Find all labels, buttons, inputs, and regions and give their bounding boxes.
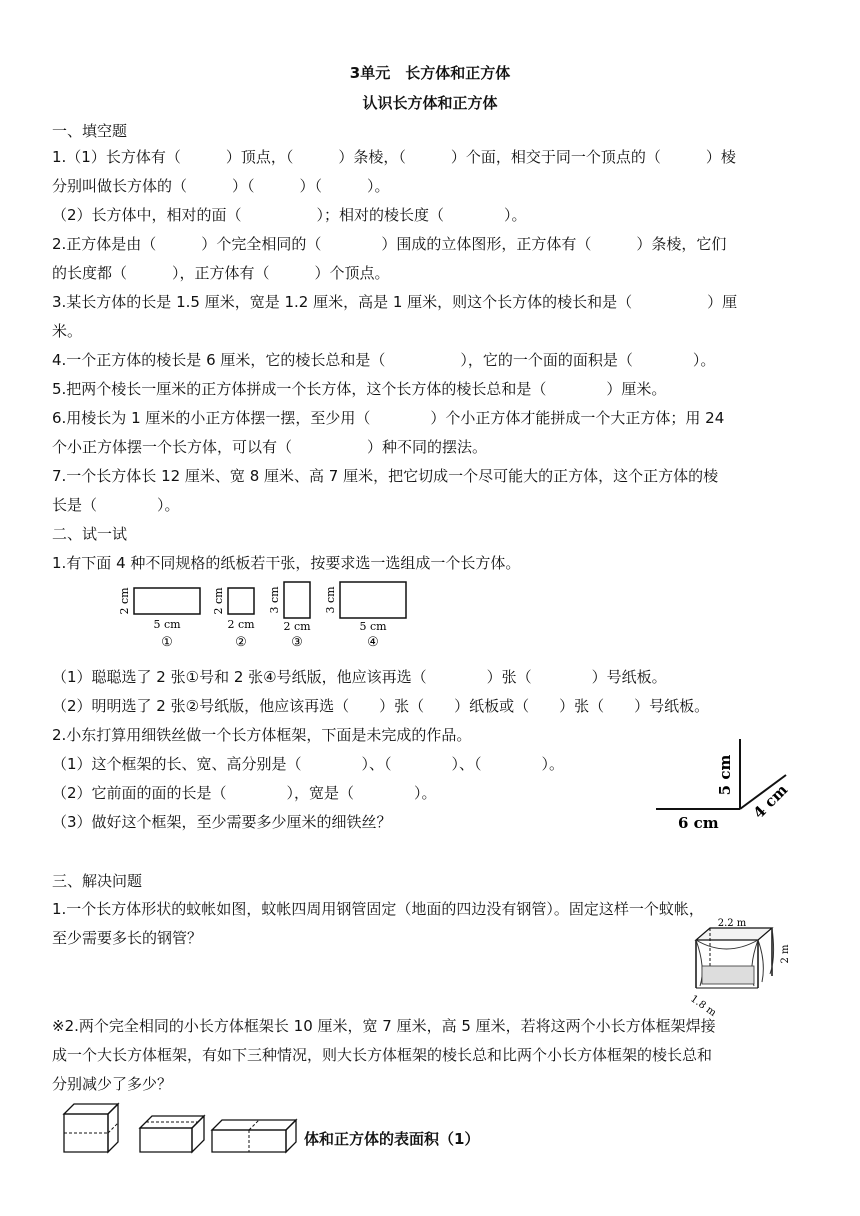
q2-line1: 2.正方体是由（ ）个完全相同的（ ）围成的立体图形，正方体有（ ）条棱，它们 [52,235,727,253]
q6-line2: 个小正方体摆一个长方体，可以有（ ）种不同的摆法。 [52,438,488,456]
board-2-width: 2 cm [227,618,255,631]
board-1-number: ① [161,635,173,650]
try-q2-part3: （3）做好这个框架，至少需要多少厘米的细铁丝？ [52,813,392,831]
try-q1-part1: （1）聪聪选了 2 张①号和 2 张④号纸版，他应该再选（ ）张（ ）号纸板。 [52,668,667,686]
wire-frame-figure [648,735,798,835]
net-side-label: 2 m [780,944,791,964]
boards-figure [112,578,422,654]
net-top-label: 2.2 m [717,918,747,929]
solve-q2-line3: 分别减少了多少？ [52,1075,173,1093]
try-q1: 1.有下面 4 种不同规格的纸板若干张，按要求选一选组成一个长方体。 [52,554,521,572]
try-q2: 2.小东打算用细铁丝做一个长方体框架，下面是未完成的作品。 [52,726,472,744]
lesson-title: 认识长方体和正方体 [362,94,498,112]
q3-line1: 3.某长方体的长是 1.5 厘米，宽是 1.2 厘米，高是 1 厘米，则这个长方体的棱长和是（ ）厘 [52,293,738,311]
board-1-rect [134,588,200,614]
q6-line1: 6.用棱长为 1 厘米的小正方体摆一摆，至少用（ ）个小正方体才能拼成一个大正方体；用 24 [52,409,725,427]
solve-q1-line1: 1.一个长方体形状的蚊帐如图，蚊帐四周用钢管固定（地面的四边没有钢管）。固定这样一个蚊帐， [52,900,704,918]
section-try-heading: 二、试一试 [52,525,128,543]
board-2-rect [228,588,254,614]
q1-line2: 分别叫做长方体的（ ）（ ）（ ）。 [52,177,390,195]
board-2-height: 2 cm [212,587,225,615]
frame-length-label: 6 cm [678,814,719,832]
net-bed [702,966,754,984]
q7-line1: 7.一个长方体长 12 厘米、宽 8 厘米、高 7 厘米，把它切成一个尽可能大的正方体，这个正方体的棱 [52,467,719,485]
board-4-width: 5 cm [359,620,387,633]
solve-q2-line2: 成一个大长方体框架，有如下三种情况，则大长方体框架的棱长总和比两个小长方体框架的棱长总和 [52,1046,713,1064]
frame-height-label: 5 cm [716,754,734,796]
board-1-height: 2 cm [118,587,131,615]
board-3-height: 3 cm [268,586,281,614]
next-lesson-fragment: 体和正方体的表面积（1） [304,1130,480,1148]
mosquito-net-figure [676,918,800,1019]
q5-line: 5.把两个棱长一厘米的正方体拼成一个长方体，这个长方体的棱长总和是（ ）厘米。 [52,380,667,398]
board-4-height: 3 cm [324,586,337,614]
q3-line2: 米。 [52,322,83,340]
try-q2-part2: （2）它前面的面的长是（ ），宽是（ ）。 [52,784,437,802]
solve-q2-line1: ※2.两个完全相同的小长方体框架长 10 厘米，宽 7 厘米，高 5 厘米，若将这两个小长方体框架焊接 [52,1017,716,1035]
board-3-width: 2 cm [283,620,311,633]
try-q2-part1: （1）这个框架的长、宽、高分别是（ ）、（ ）、（ ）。 [52,755,565,773]
section-solve-heading: 三、解决问题 [52,872,143,890]
board-3-rect [284,582,310,618]
unit-title: 3单元 长方体和正方体 [349,64,511,82]
q1-line1: 1.（1）长方体有（ ）顶点，（ ）条棱，（ ）个面，相交于同一个顶点的（ ）棱 [52,148,736,166]
section-fill-blank-heading: 一、填空题 [52,122,128,140]
frame-width-label: 4 cm [749,780,792,823]
q2-line2: 的长度都（ ），正方体有（ ）个顶点。 [52,264,390,282]
board-2-number: ② [235,635,247,650]
net-bottom-label: 1.8 m [688,993,718,1019]
solve-q1-line2: 至少需要多长的钢管？ [52,929,203,947]
q7-line2: 长是（ ）。 [52,496,180,514]
board-4-rect [340,582,406,618]
board-1-width: 5 cm [153,618,181,631]
q4-line: 4.一个正方体的棱长是 6 厘米，它的棱长总和是（ ），它的一个面的面积是（ ）。 [52,351,716,369]
q1-part2: （2）长方体中，相对的面（ ）；相对的棱长度（ ）。 [52,206,527,224]
board-3-number: ③ [291,635,303,650]
net-top [696,928,772,940]
try-q1-part2: （2）明明选了 2 张②号纸版，他应该再选（ ）张（ ）纸板或（ ）张（ ）号纸板。 [52,697,710,715]
board-4-number: ④ [367,635,379,650]
joined-cuboids-figure [60,1100,300,1156]
